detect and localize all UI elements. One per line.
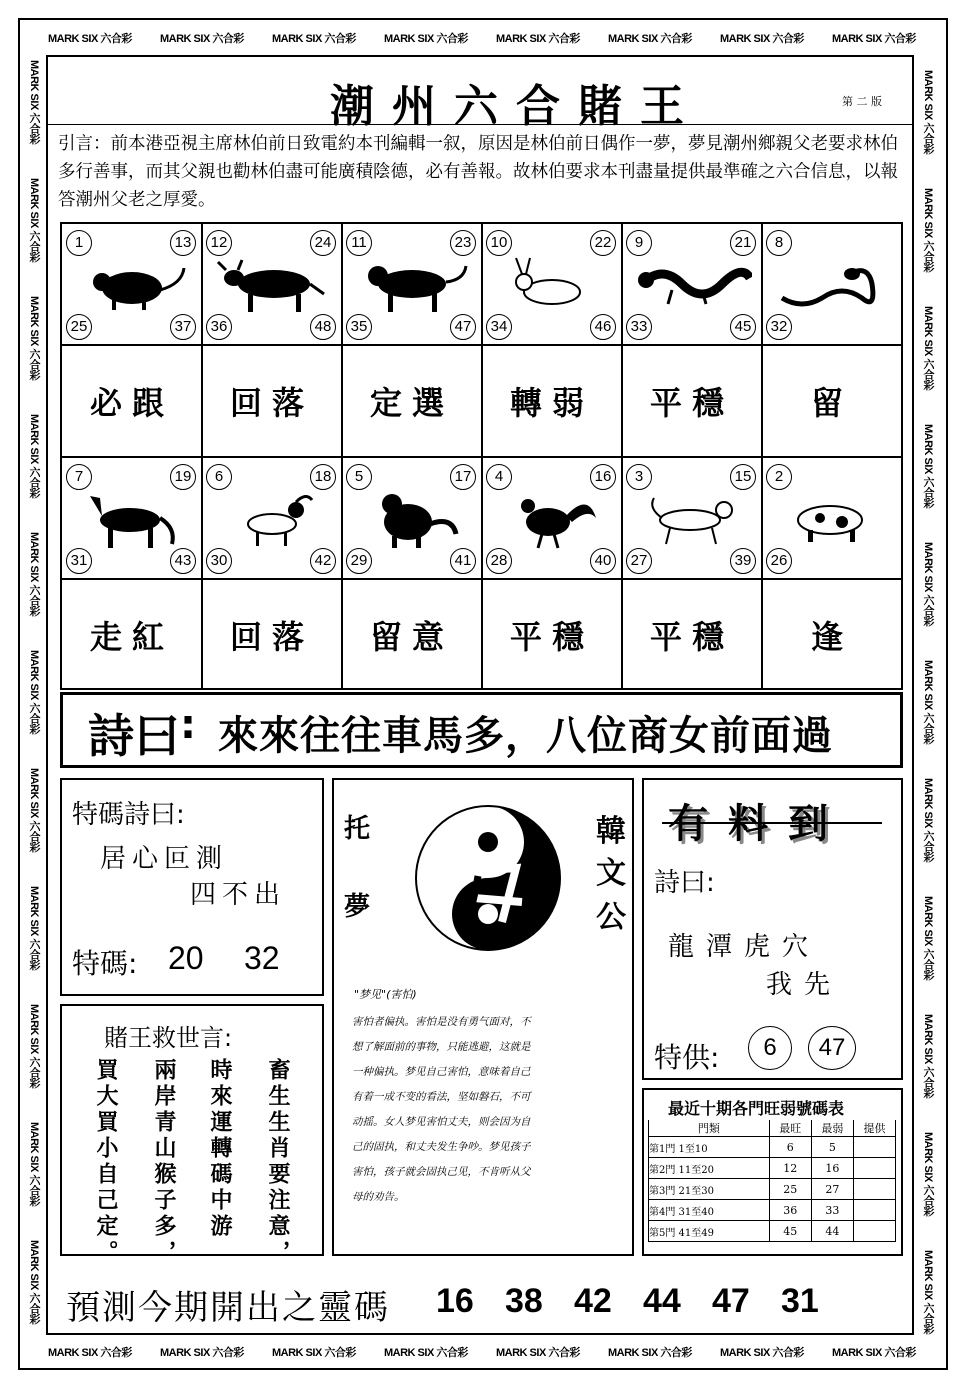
zodiac-verdict: 定選: [369, 384, 454, 422]
zodiac-number: 41: [450, 548, 476, 574]
dragon-icon: [632, 254, 752, 318]
watermark-text: MARK SIX 六合彩: [28, 768, 40, 852]
zodiac-number: 33: [626, 314, 652, 340]
watermark-text: MARK SIX 六合彩: [384, 33, 468, 45]
watermark-text: MARK SIX 六合彩: [28, 296, 40, 380]
zodiac-number: 15: [730, 464, 756, 490]
zodiac-number: 28: [486, 548, 512, 574]
dream-text-line: 害怕，孩子就会固执己见，不肯听从父: [352, 1166, 531, 1178]
zodiac-number: 4: [486, 464, 512, 490]
zodiac-verdict: 逢: [810, 618, 853, 656]
edition-label: 第 二 版: [842, 95, 882, 108]
horse-icon: [72, 488, 192, 552]
rabbit-icon: [492, 254, 612, 318]
table-row: [649, 1200, 896, 1221]
watermark-text: MARK SIX 六合彩: [922, 1014, 934, 1098]
table-header-cell: 門類: [649, 1120, 770, 1137]
watermark-text: MARK SIX 六合彩: [28, 414, 40, 498]
have-material-strike: [662, 822, 882, 824]
table-cell-door: 第5門 41至49: [649, 1221, 770, 1242]
dream-right-char-3: 公: [596, 900, 626, 935]
table-cell: 27: [811, 1179, 853, 1200]
dream-text-line: 想了解面前的事物，只能逃避，这就是: [352, 1041, 531, 1053]
zodiac-verdict: 必跟: [89, 384, 174, 422]
zodiac-number: 24: [310, 230, 336, 256]
watermark-text: MARK SIX 六合彩: [922, 1250, 934, 1334]
table-cell: 33: [811, 1200, 853, 1221]
watermark-text: MARK SIX 六合彩: [922, 778, 934, 862]
monkey-icon: [352, 488, 472, 552]
zodiac-number: 22: [590, 230, 616, 256]
zodiac-number: 39: [730, 548, 756, 574]
zodiac-number: 27: [626, 548, 652, 574]
zodiac-verdict: 轉弱: [509, 384, 594, 422]
poem-banner-label: 詩曰: [88, 709, 180, 763]
zodiac-verdict: 留: [810, 384, 853, 422]
prediction-number: 38: [505, 1282, 543, 1320]
table-header-cell: 最弱: [811, 1120, 853, 1137]
watermark-text: MARK SIX 六合彩: [720, 1347, 804, 1359]
zodiac-number: 18: [310, 464, 336, 490]
snake-icon: [772, 254, 892, 318]
dream-right-char-1: 韓: [596, 814, 626, 849]
zodiac-number: 29: [346, 548, 372, 574]
prediction-number: 31: [781, 1282, 819, 1320]
rooster-icon: [492, 488, 612, 552]
watermark-text: MARK SIX 六合彩: [922, 896, 934, 980]
zodiac-verdict: 回落: [229, 384, 314, 422]
prediction-number: 47: [712, 1282, 750, 1320]
poem-banner-colon: :: [180, 702, 196, 748]
table-cell-door: 第4門 31至40: [649, 1200, 770, 1221]
watermark-text: MARK SIX 六合彩: [28, 1122, 40, 1206]
zodiac-number: 8: [766, 230, 792, 256]
zodiac-number: 17: [450, 464, 476, 490]
watermark-text: MARK SIX 六合彩: [922, 306, 934, 390]
watermark-text: MARK SIX 六合彩: [922, 424, 934, 508]
watermark-text: MARK SIX 六合彩: [922, 188, 934, 272]
watermark-text: MARK SIX 六合彩: [28, 886, 40, 970]
zodiac-number: 30: [206, 548, 232, 574]
zodiac-number: 3: [626, 464, 652, 490]
have-material-line2: 我先: [766, 970, 843, 1000]
watermark-text: MARK SIX 六合彩: [28, 650, 40, 734]
watermark-text: MARK SIX 六合彩: [496, 1347, 580, 1359]
table-cell-door: 第1門 1至10: [649, 1137, 770, 1158]
special-poem-title: 特碼詩曰:: [72, 800, 185, 830]
dream-text-line: 一种偏执。梦见自己害怕，意味着自己: [352, 1066, 531, 1078]
table-cell-door: 第3門 21至30: [649, 1179, 770, 1200]
dream-right-char-2: 文: [596, 856, 626, 891]
table-cell-door: 第2門 11至20: [649, 1158, 770, 1179]
watermark-text: MARK SIX 六合彩: [608, 33, 692, 45]
zodiac-number: 36: [206, 314, 232, 340]
prediction-number: 42: [574, 1282, 612, 1320]
special-code-1: 20: [168, 940, 204, 976]
king-words-title: 賭王救世言:: [104, 1024, 233, 1052]
zodiac-number: 13: [170, 230, 196, 256]
watermark-text: MARK SIX 六合彩: [28, 532, 40, 616]
table-cell: [853, 1179, 895, 1200]
dream-text-line: 动摇。女人梦见害怕丈夫，则会因为自: [352, 1116, 531, 1128]
prediction-number: 16: [436, 1282, 474, 1320]
zodiac-verdict: 留意: [369, 618, 454, 656]
table-header-cell: 最旺: [769, 1120, 811, 1137]
table-header-cell: 提供: [853, 1120, 895, 1137]
table-cell: 44: [811, 1221, 853, 1242]
yin-yang-icon: [412, 802, 564, 954]
table-row: [649, 1221, 896, 1242]
table-cell: [853, 1221, 895, 1242]
zodiac-number: 43: [170, 548, 196, 574]
zodiac-number: 19: [170, 464, 196, 490]
special-poem-line1: 居心叵測: [100, 844, 229, 874]
zodiac-number: 6: [206, 464, 232, 490]
watermark-text: MARK SIX 六合彩: [28, 1004, 40, 1088]
title-divider: [48, 124, 912, 125]
watermark-text: MARK SIX 六合彩: [832, 1347, 916, 1359]
watermark-text: MARK SIX 六合彩: [272, 33, 356, 45]
dream-text: [352, 1010, 628, 1210]
king-words-col-1: 畜生生肖要注意，: [265, 1058, 290, 1266]
table-cell: 12: [769, 1158, 811, 1179]
goat-icon: [212, 488, 332, 552]
supply-label: 特供:: [654, 1041, 720, 1074]
watermark-text: MARK SIX 六合彩: [160, 1347, 244, 1359]
special-poem-line2: 四不出: [190, 880, 287, 910]
supply-number-2: 47: [818, 1034, 846, 1061]
dream-text-line: 己的固执，和丈夫发生争吵。梦见孩子: [352, 1141, 531, 1153]
table-cell: 25: [769, 1179, 811, 1200]
table-cell: [853, 1158, 895, 1179]
page-title: 潮州六合賭王: [330, 81, 702, 132]
watermark-text: MARK SIX 六合彩: [922, 70, 934, 154]
table-row: [649, 1137, 896, 1158]
intro-text: 引言：前本港亞視主席林伯前日致電約本刊編輯一叙，原因是林伯前日偶作一夢，夢見潮州鄉親父老要求林伯多行善事，而其父親也勸林伯盡可能廣積陰德，必有善報。故林伯要求本刊盡量提供最準確之六合信息，以報答潮州父老之厚愛。: [58, 134, 898, 210]
zodiac-number: 16: [590, 464, 616, 490]
zodiac-number: 1: [66, 230, 92, 256]
zodiac-number: 23: [450, 230, 476, 256]
watermark-text: MARK SIX 六合彩: [384, 1347, 468, 1359]
have-material-title: 有料到: [668, 801, 848, 847]
dream-heading: "梦见"(害怕): [354, 988, 417, 1001]
rat-icon: [72, 254, 192, 318]
zodiac-number: 11: [346, 230, 372, 256]
table-cell: [853, 1200, 895, 1221]
table-header-row: [649, 1120, 896, 1137]
watermark-text: MARK SIX 六合彩: [160, 33, 244, 45]
dream-text-line: 害怕者偏执。害怕是没有勇气面对，不: [352, 1016, 531, 1028]
watermark-text: MARK SIX 六合彩: [922, 1132, 934, 1216]
zodiac-number: 12: [206, 230, 232, 256]
zodiac-number: 40: [590, 548, 616, 574]
recent-table: [648, 1120, 896, 1242]
zodiac-number: 25: [66, 314, 92, 340]
zodiac-number: 9: [626, 230, 652, 256]
zodiac-number: 48: [310, 314, 336, 340]
watermark-text: MARK SIX 六合彩: [28, 60, 40, 144]
zodiac-verdict: 平穩: [649, 384, 734, 422]
zodiac-number: 26: [766, 548, 792, 574]
zodiac-number: 7: [66, 464, 92, 490]
zodiac-verdict: 平穩: [649, 618, 734, 656]
zodiac-number: 45: [730, 314, 756, 340]
table-cell: 16: [811, 1158, 853, 1179]
watermark-text: MARK SIX 六合彩: [48, 1347, 132, 1359]
dream-left-char-1: 托: [344, 814, 371, 844]
table-cell: 36: [769, 1200, 811, 1221]
watermark-text: MARK SIX 六合彩: [720, 33, 804, 45]
have-material-poem-label: 詩曰:: [654, 868, 715, 898]
zodiac-verdict: 回落: [229, 618, 314, 656]
zodiac-number: 47: [450, 314, 476, 340]
special-code-label: 特碼:: [72, 947, 138, 980]
zodiac-verdict: 走紅: [89, 618, 174, 656]
zodiac-verdict: 平穩: [509, 618, 594, 656]
watermark-text: MARK SIX 六合彩: [28, 178, 40, 262]
special-code-2: 32: [244, 940, 280, 976]
table-row: [649, 1158, 896, 1179]
watermark-text: MARK SIX 六合彩: [496, 33, 580, 45]
zodiac-number: 34: [486, 314, 512, 340]
watermark-text: MARK SIX 六合彩: [922, 660, 934, 744]
table-cell: [853, 1137, 895, 1158]
pig-icon: [772, 488, 892, 552]
zodiac-number: 21: [730, 230, 756, 256]
table-cell: 5: [811, 1137, 853, 1158]
king-words-col-3: 兩岸青山猴子多，: [151, 1058, 176, 1266]
prediction-label: 預測今期開出之靈碼: [66, 1288, 390, 1328]
ox-icon: [212, 254, 332, 318]
recent-table-title: 最近十期各門旺弱號碼表: [668, 1099, 845, 1118]
dream-text-line: 母的劝告。: [352, 1191, 405, 1203]
watermark-text: MARK SIX 六合彩: [28, 1240, 40, 1324]
have-material-line1: 龍潭虎穴: [668, 932, 821, 962]
king-words-col-4: 買大買小自己定。: [93, 1058, 118, 1266]
zodiac-number: 42: [310, 548, 336, 574]
watermark-text: MARK SIX 六合彩: [922, 542, 934, 626]
watermark-text: MARK SIX 六合彩: [832, 33, 916, 45]
dog-icon: [632, 488, 752, 552]
watermark-text: MARK SIX 六合彩: [272, 1347, 356, 1359]
watermark-text: MARK SIX 六合彩: [608, 1347, 692, 1359]
zodiac-number: 2: [766, 464, 792, 490]
tiger-icon: [352, 254, 472, 318]
dream-left-char-2: 夢: [344, 892, 371, 922]
poem-banner-text: 來來往往車馬多，八位商女前面過: [218, 713, 833, 759]
zodiac-number: 35: [346, 314, 372, 340]
king-words-col-2: 時來運轉碼中游: [207, 1058, 232, 1240]
watermark-text: MARK SIX 六合彩: [48, 33, 132, 45]
table-cell: 45: [769, 1221, 811, 1242]
zodiac-number: 32: [766, 314, 792, 340]
dream-text-line: 有着一成不变的看法，坚如磐石，不可: [352, 1091, 531, 1103]
prediction-number: 44: [643, 1282, 681, 1320]
zodiac-number: 46: [590, 314, 616, 340]
zodiac-number: 37: [170, 314, 196, 340]
zodiac-number: 10: [486, 230, 512, 256]
table-cell: 6: [769, 1137, 811, 1158]
table-row: [649, 1179, 896, 1200]
zodiac-number: 5: [346, 464, 372, 490]
zodiac-number: 31: [66, 548, 92, 574]
supply-number-1: 6: [763, 1034, 777, 1061]
